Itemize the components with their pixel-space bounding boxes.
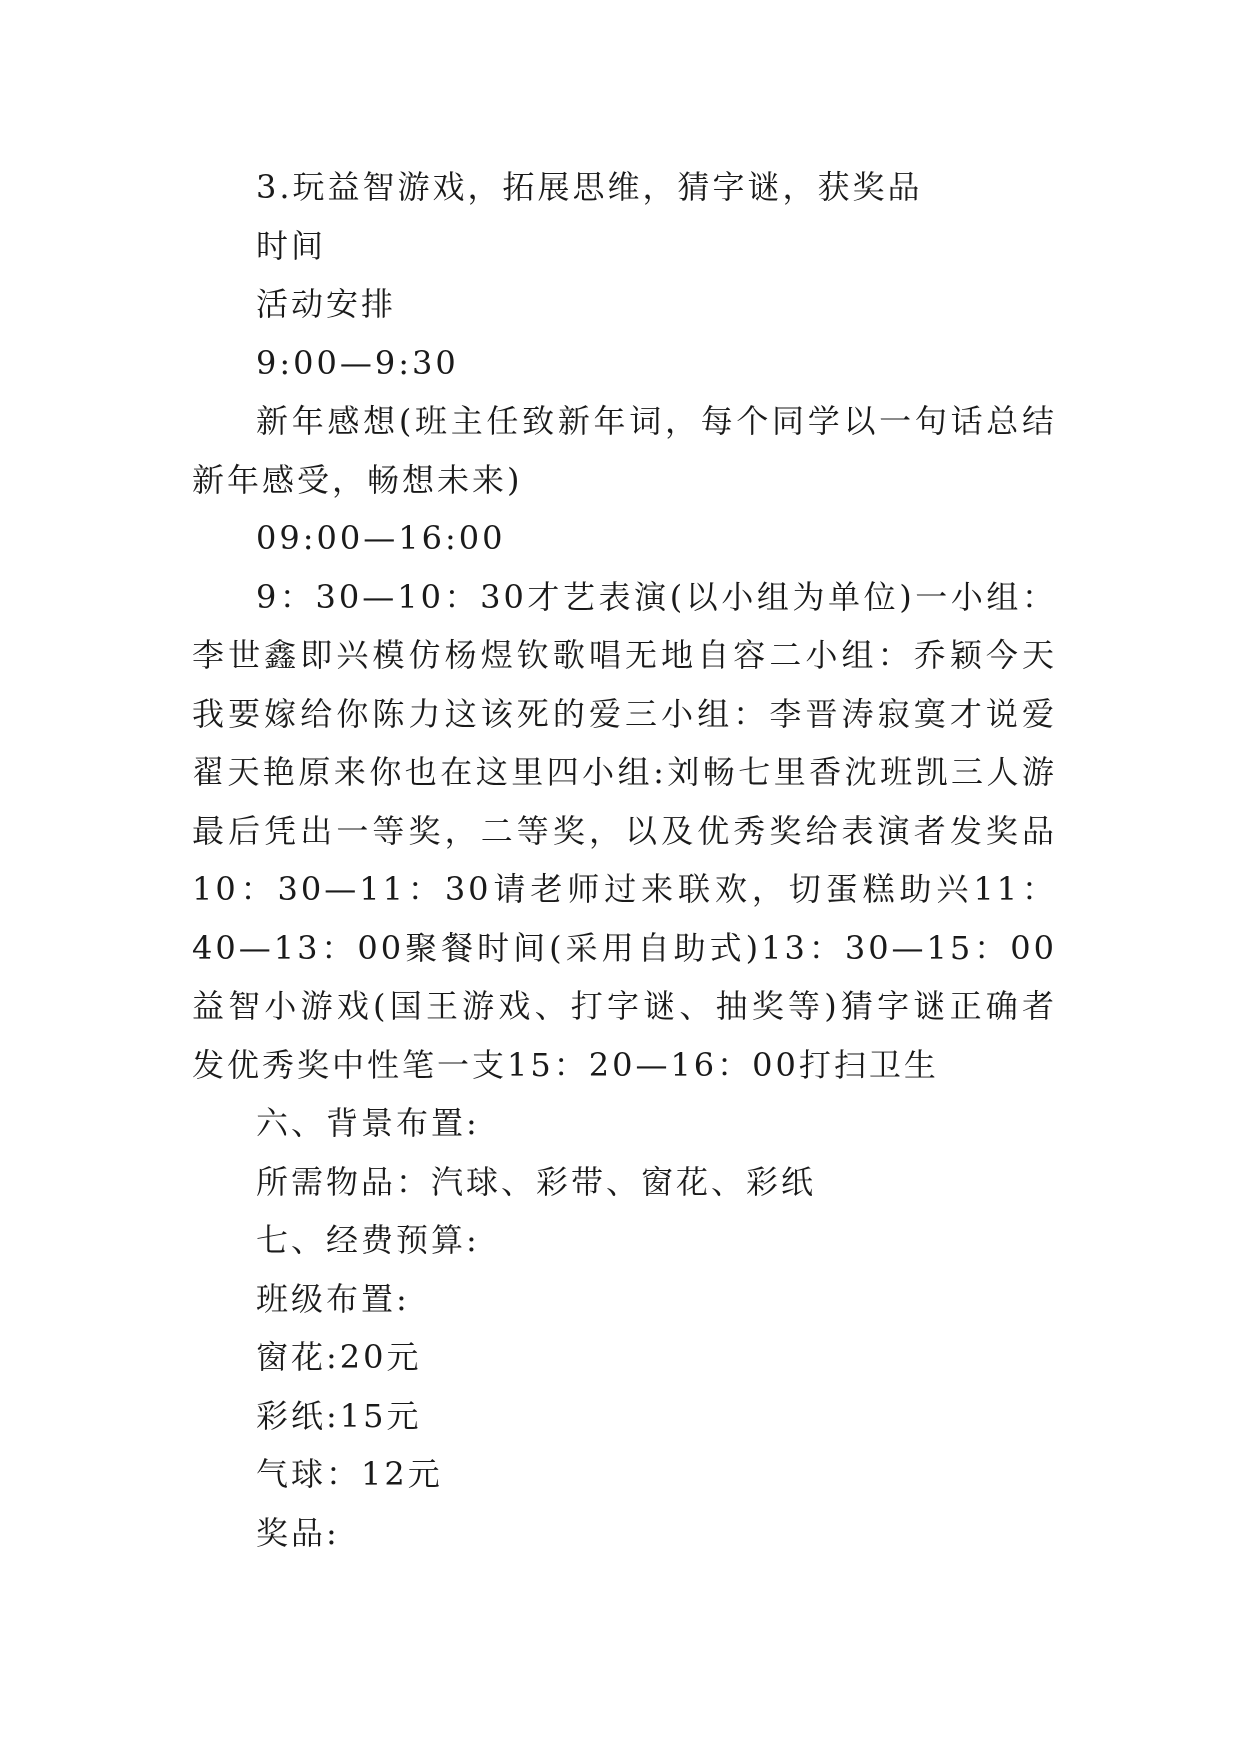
paragraph-required-items: 所需物品：汽球、彩带、窗花、彩纸 [256,1162,817,1201]
paragraph-cost-window-flowers: 窗花:20元 [256,1338,422,1376]
paragraph-time-slot-1: 9:00—9:30 [256,343,459,382]
paragraph-section-6-heading: 六、背景布置: [256,1104,480,1142]
document-body [192,158,1057,1562]
paragraph-schedule-header: 活动安排 [256,285,397,323]
paragraph-cost-balloons: 气球：12元 [256,1455,443,1493]
paragraph-schedule-details: 9：30—10：30才艺表演(以小组为单位)一小组：李世鑫即兴模仿杨煜钦歌唱无地自容二小组：乔颖今天我要嫁给你陈力这该死的爱三小组：李晋涛寂寞才说爱翟天艳原来你也在这里四小组:刘畅七里香沈班凯三人游最后凭出一等奖，二等奖，以及优秀奖给表演者发奖品10：30—11：30请老师过来联欢，切蛋糕助兴11：40—13：00聚餐时间(采用自助式)13：30—15：00益智小游戏(国王游戏、打字谜、抽奖等)猜字谜正确者发优秀奖中性笔一支15：20—16：00打扫卫生 [192,577,1057,1084]
paragraph-cost-colored-paper: 彩纸:15元 [256,1396,422,1435]
paragraph-activity-3: 3.玩益智游戏，拓展思维，猜字谜，获奖品 [256,168,923,206]
paragraph-time-range: 09:00—16:00 [256,519,506,557]
paragraph-prizes: 奖品: [256,1513,340,1552]
paragraph-time-header: 时间 [256,226,327,265]
paragraph-new-year-thoughts: 新年感想(班主任致新年词，每个同学以一句话总结新年感受，畅想未来) [192,402,1057,499]
paragraph-class-decoration: 班级布置: [256,1279,410,1318]
paragraph-section-7-heading: 七、经费预算: [256,1221,480,1259]
